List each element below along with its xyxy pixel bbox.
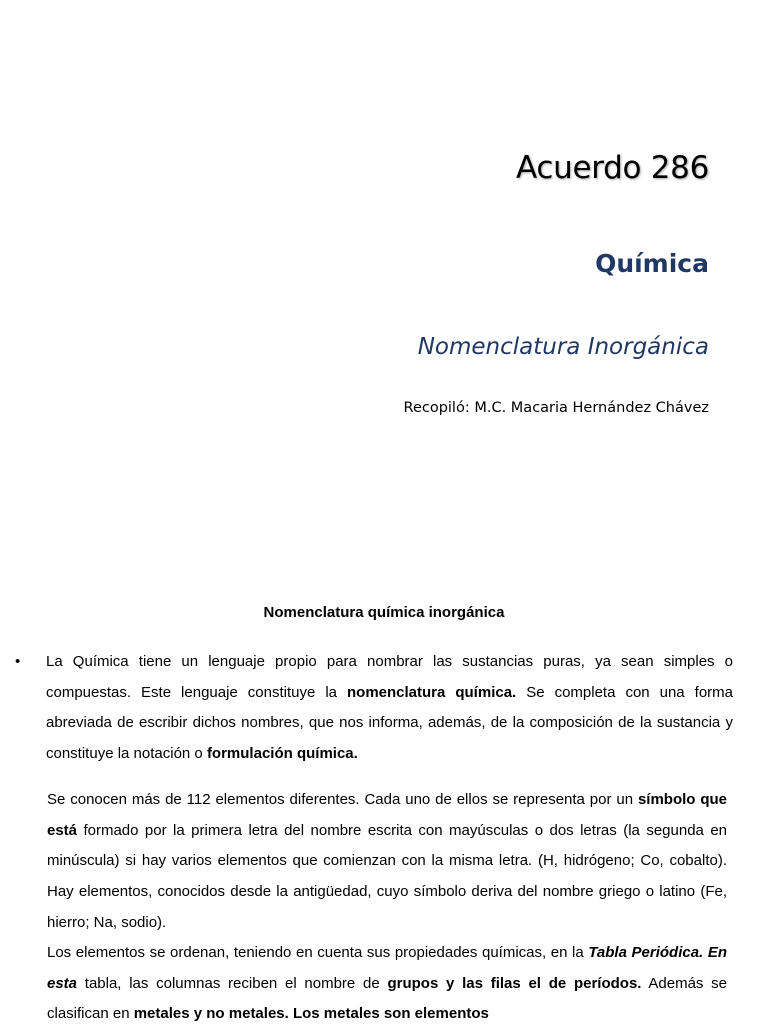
paragraph-elements-symbols [47, 785, 727, 939]
paragraph-text-part: Se conocen más de 112 elementos diferentes. Cada uno de ellos se representa por un [47, 791, 638, 808]
cover-subject: Química [595, 249, 709, 278]
paragraph-text-part: Además se clasifican en [47, 974, 727, 1023]
paragraph-text-part: tabla, las columnas reciben el nombre de [77, 974, 388, 992]
paragraph-text-part: Los elementos se ordenan, teniendo en cuenta sus propiedades químicas, en la [47, 944, 589, 961]
paragraph-bold-term: grupos y las filas el de períodos. [387, 974, 642, 992]
bullet-text [46, 647, 733, 770]
bullet-paragraph [15, 647, 733, 770]
paragraph-periodic-table [47, 938, 727, 1030]
cover-title: Acuerdo 286 [516, 150, 709, 186]
paragraph-bold-term: metales y no metales. Los metales son elementos [133, 1005, 489, 1023]
cover-subtitle: Nomenclatura Inorgánica [417, 334, 709, 360]
bullet-text-part: La Química tiene un lenguaje propio para nombrar las sustancias puras, ya sean simples o compuestas. Este lenguaje constituye la [46, 653, 733, 701]
document-heading: Nomenclatura química inorgánica [263, 604, 505, 621]
bullet-text-part: Se completa con una forma abreviada de escribir dichos nombres, que nos informa, además, de la composición de la sustancia y constituye la notación o [46, 683, 733, 763]
paragraph-bold-term: símbolo que está [47, 791, 727, 839]
bullet-marker: • [15, 653, 21, 670]
paragraph-bold-italic-term: Tabla Periódica. En esta [47, 944, 727, 992]
bullet-bold-term: nomenclatura química. [347, 683, 517, 701]
cover-credit: Recopiló: M.C. Macaria Hernández Chávez [403, 400, 709, 416]
bullet-bold-term: formulación química. [206, 745, 358, 763]
paragraph-text-part: formado por la primera letra del nombre escrita con mayúsculas o dos letras (la segunda en minúscula) si hay varios elementos que comienzan con la misma letra. (H, hidrógeno; Co, cobalto). Hay elementos, conocidos desde la antigüedad, cuyo símbolo deriva del nombre griego o latino (Fe, hierro; Na, sodio). [47, 821, 727, 931]
